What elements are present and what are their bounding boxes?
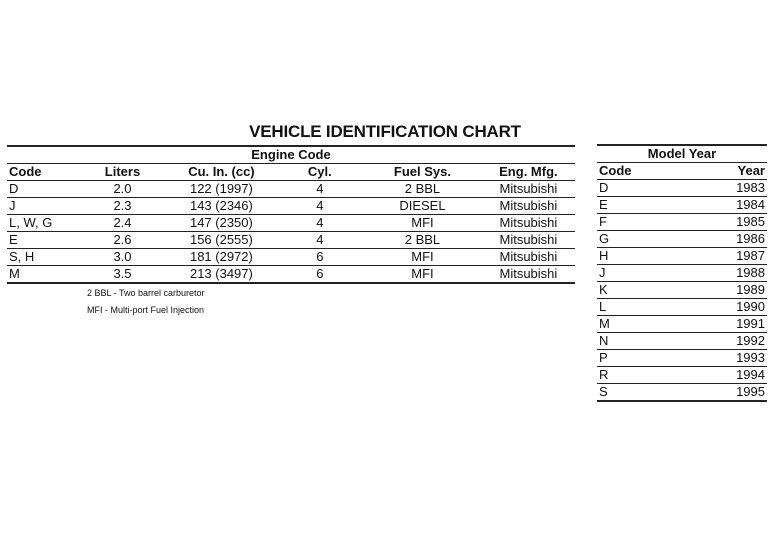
table-cell: J <box>597 265 686 282</box>
footnote-2bbl: 2 BBL - Two barrel carburetor <box>87 288 205 298</box>
model-column-headers <box>597 163 767 180</box>
table-cell: Mitsubishi <box>482 198 575 215</box>
table-row <box>597 231 767 248</box>
table-row <box>7 215 575 232</box>
table-row <box>597 214 767 231</box>
table-cell: D <box>597 180 686 197</box>
table-cell: E <box>597 197 686 214</box>
table-cell: L <box>597 299 686 316</box>
footnote-mfi: MFI - Multi-port Fuel Injection <box>87 305 205 315</box>
table-cell: E <box>7 232 79 249</box>
engine-code-table <box>7 145 575 284</box>
table-cell: M <box>597 316 686 333</box>
table-cell: R <box>597 367 686 384</box>
table-cell: 4 <box>277 215 364 232</box>
table-cell: DIESEL <box>363 198 482 215</box>
table-cell: 1985 <box>686 214 767 231</box>
table-cell: G <box>597 231 686 248</box>
column-header: Liters <box>79 164 167 181</box>
table-cell: K <box>597 282 686 299</box>
table-cell: 1994 <box>686 367 767 384</box>
table-cell: 2.4 <box>79 215 167 232</box>
table-cell: 3.0 <box>79 249 167 266</box>
table-cell: L, W, G <box>7 215 79 232</box>
table-cell: 1991 <box>686 316 767 333</box>
table-row <box>597 180 767 197</box>
table-cell: J <box>7 198 79 215</box>
table-cell: P <box>597 350 686 367</box>
table-cell: 1989 <box>686 282 767 299</box>
column-header: Cyl. <box>277 164 364 181</box>
table-cell: 6 <box>277 249 364 266</box>
table-row <box>597 316 767 333</box>
table-cell: 1993 <box>686 350 767 367</box>
column-header: Fuel Sys. <box>363 164 482 181</box>
table-cell: 1992 <box>686 333 767 350</box>
table-cell: 143 (2346) <box>166 198 276 215</box>
engine-code-heading: Engine Code <box>7 146 575 164</box>
table-cell: S, H <box>7 249 79 266</box>
column-header: Year <box>686 163 767 180</box>
table-cell: 2.6 <box>79 232 167 249</box>
table-row <box>7 266 575 284</box>
table-cell: MFI <box>363 249 482 266</box>
table-row <box>597 248 767 265</box>
table-cell: 4 <box>277 198 364 215</box>
table-cell: 4 <box>277 232 364 249</box>
table-cell: 2 BBL <box>363 232 482 249</box>
column-header: Cu. In. (cc) <box>166 164 276 181</box>
table-cell: 1990 <box>686 299 767 316</box>
table-cell: 4 <box>277 181 364 198</box>
chart-title: VEHICLE IDENTIFICATION CHART <box>249 122 521 141</box>
table-row <box>7 232 575 249</box>
table-row <box>597 265 767 282</box>
table-cell: S <box>597 384 686 402</box>
table-cell: D <box>7 181 79 198</box>
table-cell: 2.0 <box>79 181 167 198</box>
table-row <box>597 282 767 299</box>
table-row <box>597 350 767 367</box>
table-cell: 2 BBL <box>363 181 482 198</box>
table-row <box>597 384 767 402</box>
column-header: Code <box>597 163 686 180</box>
table-cell: Mitsubishi <box>482 232 575 249</box>
table-cell: 147 (2350) <box>166 215 276 232</box>
model-year-table <box>597 144 767 402</box>
table-cell: 2.3 <box>79 198 167 215</box>
table-cell: 1983 <box>686 180 767 197</box>
table-cell: MFI <box>363 266 482 284</box>
table-row <box>597 299 767 316</box>
table-cell: 156 (2555) <box>166 232 276 249</box>
table-row <box>7 249 575 266</box>
engine-column-headers <box>7 164 575 181</box>
table-row <box>597 367 767 384</box>
table-cell: N <box>597 333 686 350</box>
table-cell: H <box>597 248 686 265</box>
table-cell: 1988 <box>686 265 767 282</box>
table-cell: 3.5 <box>79 266 167 284</box>
table-cell: F <box>597 214 686 231</box>
table-cell: 1987 <box>686 248 767 265</box>
table-cell: Mitsubishi <box>482 181 575 198</box>
table-cell: MFI <box>363 215 482 232</box>
table-cell: 122 (1997) <box>166 181 276 198</box>
table-cell: 1995 <box>686 384 767 402</box>
table-cell: Mitsubishi <box>482 215 575 232</box>
column-header: Code <box>7 164 79 181</box>
table-cell: M <box>7 266 79 284</box>
table-row <box>597 333 767 350</box>
model-year-heading: Model Year <box>597 145 767 163</box>
column-header: Eng. Mfg. <box>482 164 575 181</box>
table-cell: 213 (3497) <box>166 266 276 284</box>
table-cell: 1984 <box>686 197 767 214</box>
table-row <box>597 197 767 214</box>
table-cell: Mitsubishi <box>482 249 575 266</box>
table-row <box>7 181 575 198</box>
table-row <box>7 198 575 215</box>
table-cell: 1986 <box>686 231 767 248</box>
table-cell: 6 <box>277 266 364 284</box>
table-cell: Mitsubishi <box>482 266 575 284</box>
table-cell: 181 (2972) <box>166 249 276 266</box>
